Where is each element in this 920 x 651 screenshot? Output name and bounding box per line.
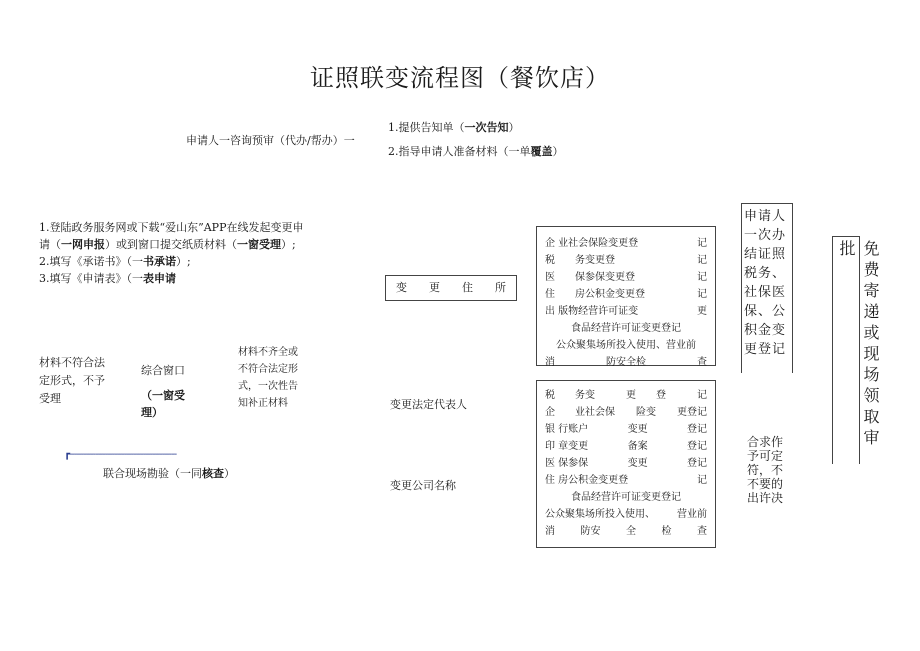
box1-row: 出 版物经营许可证变 更 [545,306,707,317]
apply-instructions [39,219,329,287]
box2-row: 公众聚集场所投入使用、 营业前 [545,509,707,520]
box2-row: 印 章变更 备案 登记 [545,441,707,452]
change-address-box: 变 更 住 所 [385,275,517,301]
window-sub: （一窗受 理） [141,389,185,419]
consult-step-1: 1.提供告知单（一次告知） [388,121,520,134]
box1-row: 公众聚集场所投入使用、营业前 [556,340,696,351]
box1-row: 税 务变更登 记 [545,255,707,266]
apply-line-3: 2.填写《承诺书》（一书承诺）; [39,255,191,268]
change-legal-rep: 变更法定代表人 [390,398,467,411]
page-title: 证照联变流程图（餐饮店） [310,64,610,92]
registration-box-legal-name [536,380,716,548]
box1-row: 医 保参保变更登 记 [545,272,707,283]
pickup-frame-left [832,236,833,464]
window-label: 综合窗口 [141,364,185,377]
registration-box-address [536,226,716,366]
box2-row: 银 行账户 变更 登记 [545,424,707,435]
box1-row: 企 业社会保险变更登 记 [545,238,707,249]
side-frame-right [792,203,793,373]
box2-row: 医 保参保 变更 登记 [545,458,707,469]
side-frame-top [741,203,792,204]
apply-line-4: 3.填写《申请表》（一表申请 [39,272,176,285]
incomplete-note: 材料不齐全或不符合法定形式，一次性告知补正材料 [238,347,298,409]
box2-row: 税 务变 更 登 记 [545,390,707,401]
apply-line-2: 请（一网申报）或到窗口提交纸质材料（一窗受理）; [39,238,296,251]
reject-note: 材料不符合法定形式，不予受理 [39,356,105,405]
box2-row: 消 防安 全 检 查 [545,526,707,537]
box2-row: 企 业社会保 险变 更登记 [545,407,707,418]
pickup-frame-top [832,236,859,237]
box1-row: 住 房公积金变更登 记 [545,289,707,300]
box1-row: 消 防安全检 查 [545,357,707,368]
box1-row: 食品经营许可证变更登记 [571,323,681,334]
change-company-name: 变更公司名称 [390,479,456,492]
one-stop-summary: 申请人一次办结证照税务、社保医保、公积金变更登记 [744,209,787,357]
apply-line-1: 1.登陆政务服务网或下载“爱山东”APP在线发起变更申 [39,221,304,234]
joint-inspection: 联合现场勘验（一同核查） [103,467,235,480]
pickup-text: 免费寄递或现场领取审批 [837,240,880,450]
box2-row: 食品经营许可证变更登记 [571,492,681,503]
consult-label: 申请人一咨询预审（代办/帮办）一 [186,134,355,147]
consult-step-2: 2.指导申请人准备材料（一单覆盖） [388,145,564,158]
decision-note: 合求作予可定符，不不要的出许决 [747,435,784,505]
box2-row: 住 房公积金变更登 记 [545,475,707,486]
dashed-connector: ┏--------------------------------------------- [64,449,177,460]
side-frame-left [741,203,742,373]
